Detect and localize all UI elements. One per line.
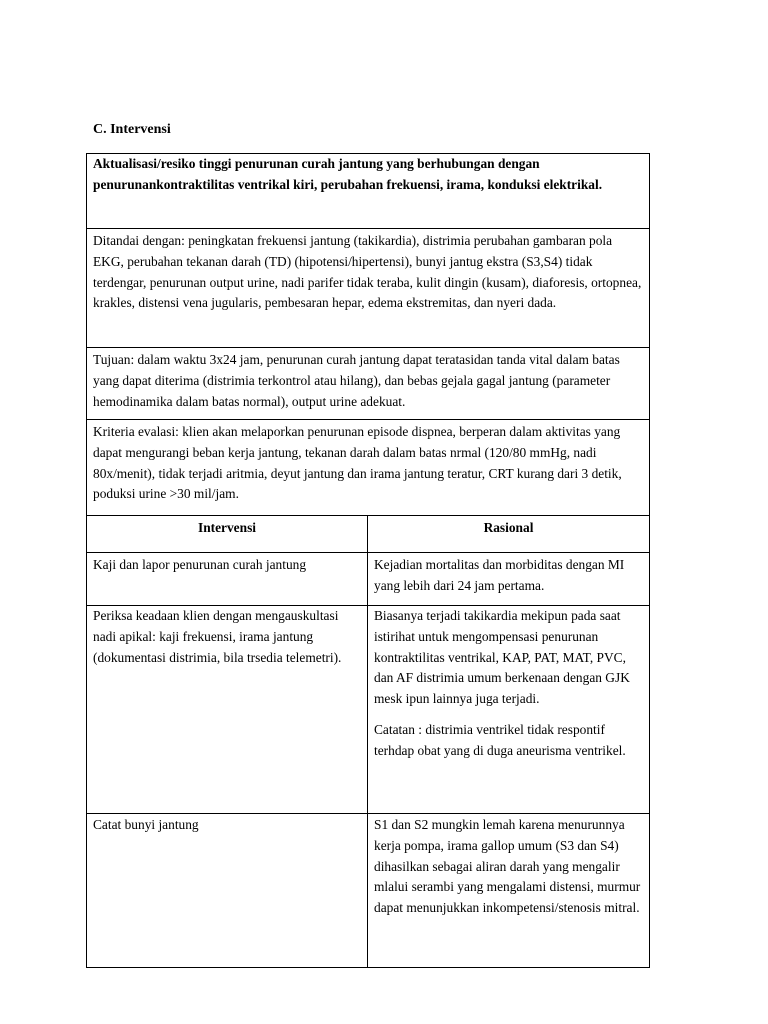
diagnosis-row (87, 154, 650, 229)
intervensi-cell: Periksa keadaan klien dengan mengauskultasi nadi apikal: kaji frekuensi, irama jantung (dokumentasi distrimia, bila trsedia telemetri). (87, 606, 368, 814)
table-row (87, 553, 650, 606)
rasional-cell (368, 606, 650, 814)
rasional-paragraph: Biasanya terjadi takikardia mekipun pada saat istirihat untuk mengompensasi penurunan kontraktilitas ventrikal, KAP, PAT, MAT, PVC, dan AF distrimia umum berkenaan dengan GJK mesk ipun lainnya juga terjadi. (374, 608, 630, 707)
diagnosis-text: Aktualisasi/resiko tinggi penurunan curah jantung yang berhubungan dengan penurunankontraktilitas ventrikal kiri, perubahan frekuensi, irama, konduksi elektrikal. (87, 154, 650, 229)
ditandai-text: Ditandai dengan: peningkatan frekuensi jantung (takikardia), distrimia perubahan gambaran pola EKG, perubahan tekanan darah (TD) (hipotensi/hipertensi), bunyi jantug ekstra (S3,S4) tidak terdengar, penurunan output urine, nadi parifer tidak teraba, kulit dingin (kusam), diaforesis, ortopnea, krakles, distensi vena jugularis, pembesaran hepar, edema ekstremitas, dan nyeri dada. (87, 229, 650, 348)
table-row (87, 814, 650, 968)
header-rasional: Rasional (368, 516, 650, 553)
table-header-row (87, 516, 650, 553)
intervensi-cell: Kaji dan lapor penurunan curah jantung (87, 553, 368, 606)
header-intervensi: Intervensi (87, 516, 368, 553)
rasional-cell (368, 553, 650, 606)
rasional-paragraph: Kejadian mortalitas dan morbiditas dengan MI yang lebih dari 24 jam pertama. (374, 557, 625, 593)
table-row (87, 606, 650, 814)
ditandai-row (87, 229, 650, 348)
rasional-cell (368, 814, 650, 968)
rasional-paragraph: S1 dan S2 mungkin lemah karena menurunnya kerja pompa, irama gallop umum (S3 dan S4) dihasilkan sebagai aliran darah yang mengalir mlalui serambi yang mengalami distensi, murmur dapat menunjukkan inkompetensi/stenosis mitral. (374, 817, 641, 916)
kriteria-text: Kriteria evalasi: klien akan melaporkan penurunan episode dispnea, berperan dalam aktivitas yang dapat mengurangi beban kerja jantung, tekanan darah dalam batas nrmal (120/80 mmHg, nadi 80x/menit), tidak terjadi aritmia, deyut jantung dan irama jantung teratur, CRT kurang dari 3 detik, poduksi urine >30 mil/jam. (87, 420, 650, 516)
intervention-table (86, 153, 650, 968)
rasional-note-paragraph: Catatan : distrimia ventrikel tidak respontif terhdap obat yang di duga aneurisma ventrikel. (374, 721, 626, 758)
kriteria-row (87, 420, 650, 516)
tujuan-text: Tujuan: dalam waktu 3x24 jam, penurunan curah jantung dapat teratasidan tanda vital dalam batas yang dapat diterima (distrimia terkontrol atau hilang), dan bebas gejala gagal jantung (parameter hemodinamika dalam batas normal), output urine adekuat. (87, 348, 650, 420)
section-heading: C. Intervensi (93, 122, 171, 137)
tujuan-row (87, 348, 650, 420)
intervensi-cell: Catat bunyi jantung (87, 814, 368, 968)
